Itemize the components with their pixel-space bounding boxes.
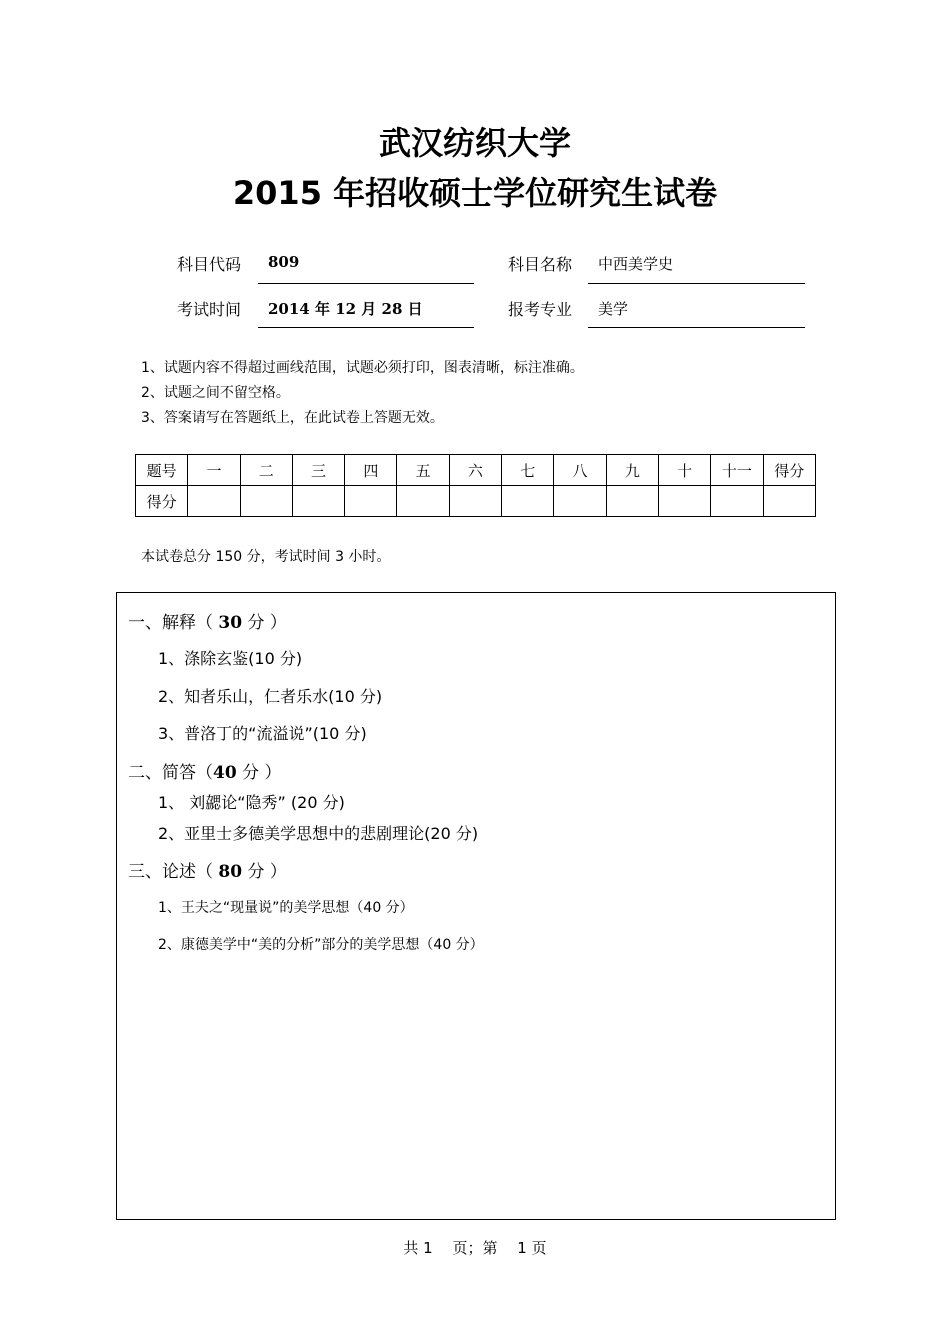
score-header-cell: 五 — [397, 455, 449, 486]
major-label: 报考专业 — [508, 300, 573, 319]
section-3-heading — [128, 857, 287, 882]
score-header-cell: 二 — [240, 455, 292, 486]
score-table — [135, 454, 816, 517]
question-3-1: 1、王夫之“现量说”的美学思想（40 分） — [158, 900, 414, 916]
score-cell — [188, 486, 240, 517]
major-value: 美学 — [598, 300, 629, 318]
score-cell — [292, 486, 344, 517]
question-3-2: 2、康德美学中“美的分析”部分的美学思想（40 分） — [158, 937, 484, 953]
score-table-score-row — [136, 486, 816, 517]
section-2-suffix: 分 ） — [236, 763, 282, 783]
score-cell — [397, 486, 449, 517]
section-1-points: 30 — [218, 613, 243, 633]
score-header-cell: 六 — [449, 455, 501, 486]
score-cell — [711, 486, 763, 517]
subject-code-label: 科目代码 — [177, 255, 242, 274]
section-2-prefix: 二、简答（ — [128, 763, 213, 783]
score-header-cell: 得分 — [763, 455, 815, 486]
university-name: 武汉纺织大学 — [378, 124, 571, 162]
score-header-cell: 十 — [658, 455, 710, 486]
score-header-cell: 十一 — [711, 455, 763, 486]
subject-name-value: 中西美学史 — [598, 255, 674, 273]
score-cell — [345, 486, 397, 517]
exam-time-underline — [258, 327, 474, 328]
page-footer: 共 1 页；第 1 页 — [403, 1239, 547, 1257]
section-1-prefix: 一、解释（ — [128, 613, 219, 633]
subject-code-value: 809 — [268, 253, 300, 271]
subject-name-underline — [588, 283, 805, 284]
score-row-label: 得分 — [136, 486, 188, 517]
score-cell — [449, 486, 501, 517]
section-1-suffix: 分 ） — [242, 613, 287, 633]
subject-name-label: 科目名称 — [508, 255, 573, 274]
score-cell — [240, 486, 292, 517]
score-cell — [554, 486, 606, 517]
question-2-2: 2、亚里士多德美学思想中的悲剧理论(20 分) — [158, 824, 479, 843]
score-header-cell: 一 — [188, 455, 240, 486]
score-cell — [502, 486, 554, 517]
exam-time-value: 2014 年 12 月 28 日 — [268, 300, 423, 318]
score-cell — [763, 486, 815, 517]
instruction-2: 2、试题之间不留空格。 — [141, 385, 290, 401]
score-header-cell: 题号 — [136, 455, 188, 486]
question-1-2: 2、知者乐山，仁者乐水(10 分) — [158, 687, 383, 706]
instruction-3: 3、答案请写在答题纸上，在此试卷上答题无效。 — [141, 410, 444, 426]
section-2-heading — [128, 758, 281, 783]
major-underline — [588, 327, 805, 328]
section-3-prefix: 三、论述（ — [128, 862, 219, 882]
score-cell — [658, 486, 710, 517]
score-header-cell: 三 — [292, 455, 344, 486]
score-header-cell: 四 — [345, 455, 397, 486]
question-1-1: 1、涤除玄鉴(10 分) — [158, 649, 303, 668]
section-2-points: 40 — [213, 763, 237, 783]
subject-code-underline — [258, 283, 474, 284]
question-2-1: 1、 刘勰论“隐秀” (20 分) — [158, 793, 345, 812]
section-3-points: 80 — [218, 862, 243, 882]
exam-time-label: 考试时间 — [177, 300, 242, 319]
section-3-suffix: 分 ） — [242, 862, 287, 882]
score-header-cell: 九 — [606, 455, 658, 486]
question-1-3: 3、普洛丁的“流溢说”(10 分) — [158, 724, 367, 743]
score-table-header-row — [136, 455, 816, 486]
total-score-note: 本试卷总分 150 分，考试时间 3 小时。 — [141, 549, 391, 565]
score-cell — [606, 486, 658, 517]
section-1-heading — [128, 608, 287, 633]
exam-title: 2015 年招收硕士学位研究生试卷 — [232, 174, 718, 212]
instruction-1: 1、试题内容不得超过画线范围，试题必须打印，图表清晰，标注准确。 — [141, 360, 584, 376]
score-header-cell: 七 — [502, 455, 554, 486]
score-header-cell: 八 — [554, 455, 606, 486]
